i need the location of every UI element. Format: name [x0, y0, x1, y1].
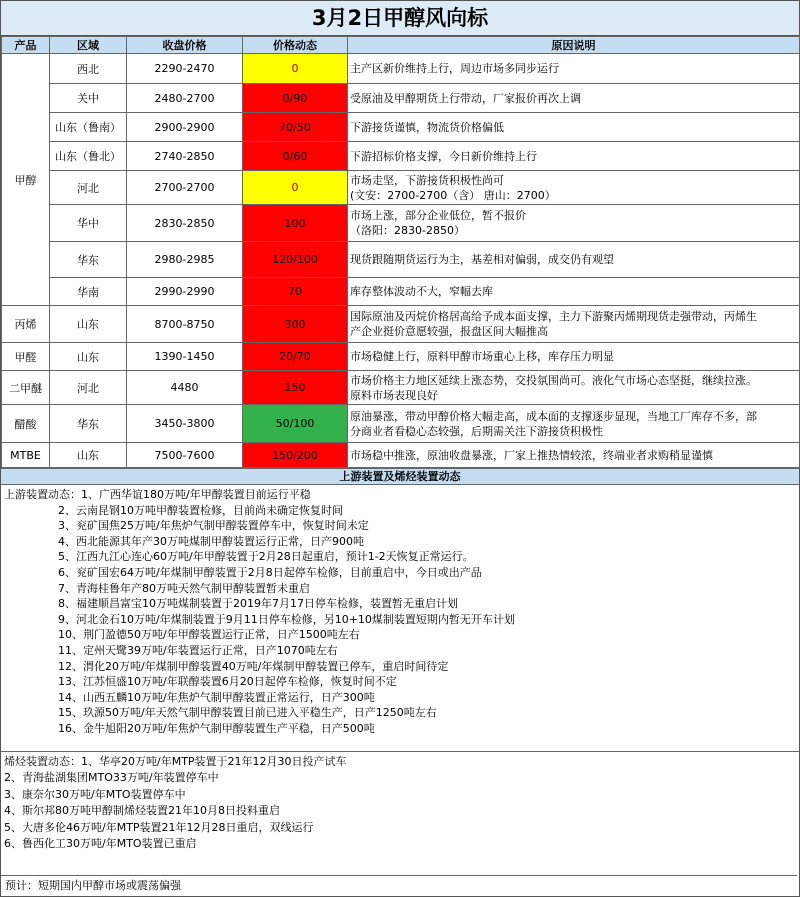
price-cell: 2990-2990	[127, 278, 243, 306]
dynamic-cell: 70	[243, 278, 348, 306]
section-title: 上游装置及烯烃装置动态	[1, 468, 799, 485]
list-item: 14、山西五麟10万吨/年焦炉气制甲醇装置正常运行，日产300吨	[58, 690, 375, 704]
product-cell: MTBE	[2, 443, 50, 468]
header-region: 区域	[50, 37, 127, 54]
list-item: 5、大唐多伦46万吨/年MTP装置21年12月28日重启，双线运行	[4, 820, 314, 834]
list-item: 6、鲁西化工30万吨/年MTO装置已重启	[4, 837, 197, 850]
product-cell: 醋酸	[2, 405, 50, 443]
dynamic-cell: 0/60	[243, 142, 348, 171]
region-cell: 西北	[50, 54, 127, 84]
list-item: 6、兖矿国宏64万吨/年煤制甲醇装置于2月8日起停车检修，目前重启中，今日或出产品	[58, 565, 482, 579]
price-cell: 3450-3800	[127, 405, 243, 443]
list-item: 上游装置动态：1、广西华谊180万吨/年甲醇装置目前运行平稳	[4, 488, 311, 501]
price-cell: 2830-2850	[127, 205, 243, 242]
header-product: 产品	[2, 37, 50, 54]
upstream-plant-list	[1, 485, 799, 751]
region-cell: 河北	[50, 171, 127, 205]
dynamic-cell: 20/70	[243, 343, 348, 371]
table-row	[2, 443, 800, 468]
product-cell: 丙烯	[2, 306, 50, 343]
dynamic-cell: 0/90	[243, 84, 348, 113]
region-cell: 山东	[50, 343, 127, 371]
list-item: 4、斯尔邦80万吨甲醇制烯烃装置21年10月8日投料重启	[4, 804, 280, 817]
region-cell: 关中	[50, 84, 127, 113]
list-item: 15、玖源50万吨/年天然气制甲醇装置目前已进入平稳生产，日产1250吨左右	[58, 706, 437, 720]
dynamic-cell: 70/50	[243, 113, 348, 142]
header-reason: 原因说明	[348, 37, 800, 54]
dynamic-cell: 100	[243, 205, 348, 242]
table-row	[2, 171, 800, 205]
reason-cell: 市场稳中推涨，原油收盘暴涨，厂家上推热情较浓，终端业者求购稍显谨慎	[348, 443, 800, 468]
reason-cell: 库存整体波动不大，窄幅去库	[348, 278, 800, 306]
region-cell: 华中	[50, 205, 127, 242]
product-cell: 甲醛	[2, 343, 50, 371]
product-cell: 甲醇	[2, 54, 50, 306]
list-item: 3、康奈尔30万吨/年MTO装置停车中	[4, 787, 186, 801]
list-item: 11、定州天鹭39万吨/年装置运行正常，日产1070吨左右	[58, 643, 338, 657]
table-row	[2, 54, 800, 84]
price-cell: 2900-2900	[127, 113, 243, 142]
table-row	[2, 242, 800, 278]
list-item: 烯烃装置动态：1、华亭20万吨/年MTP装置于21年12月30日投产试车	[4, 754, 347, 768]
price-cell: 2980-2985	[127, 242, 243, 278]
reason-cell: 市场上涨，部分企业低位，暂不报价 （洛阳：2830-2850）	[348, 205, 800, 242]
table-row	[2, 343, 800, 371]
table-row	[2, 205, 800, 242]
price-cell: 2290-2470	[127, 54, 243, 84]
dynamic-cell: 50/100	[243, 405, 348, 443]
region-cell: 华东	[50, 405, 127, 443]
dynamic-cell: 150	[243, 371, 348, 405]
list-item: 12、渭化20万吨/年煤制甲醇装置40万吨/年煤制甲醇装置已停车，重启时间待定	[58, 659, 449, 673]
price-cell: 8700-8750	[127, 306, 243, 343]
price-cell: 2700-2700	[127, 171, 243, 205]
list-item: 3、兖矿国焦25万吨/年焦炉气制甲醇装置停车中，恢复时间未定	[58, 519, 369, 533]
price-cell: 7500-7600	[127, 443, 243, 468]
list-item: 2、云南昆钢10万吨甲醇装置检修，目前尚未确定恢复时间	[58, 503, 343, 517]
table-row	[2, 371, 800, 405]
table-header-row	[2, 37, 800, 54]
region-cell: 山东	[50, 443, 127, 468]
table-row	[2, 405, 800, 443]
list-item: 5、江西九江心连心60万吨/年甲醇装置于2月28日起重启，预计1-2天恢复正常运行。	[58, 550, 474, 564]
list-item: 9、河北金石10万吨/年煤制装置于9月11日停车检修，另10+10煤制装置短期内暂无开车计划	[58, 612, 515, 626]
reason-cell: 市场走坚，下游接货积极性尚可 (文安：2700-2700（含） 唐山：2700）	[348, 171, 800, 205]
table-row	[2, 142, 800, 171]
header-price: 收盘价格	[127, 37, 243, 54]
report-title: 3月2日甲醇风向标	[1, 1, 799, 36]
price-table	[1, 36, 800, 468]
dynamic-cell: 150/200	[243, 443, 348, 468]
price-cell: 2480-2700	[127, 84, 243, 113]
reason-cell: 国际原油及丙烷价格居高给予成本面支撑，主力下游聚丙烯期现货走强带动，丙烯生 产企业挺价意愿较强，报盘区间大幅推高	[348, 306, 800, 343]
region-cell: 山东	[50, 306, 127, 343]
list-item: 4、西北能源其年产30万吨煤制甲醇装置运行正常，日产900吨	[58, 534, 364, 548]
dynamic-cell: 0	[243, 171, 348, 205]
list-item: 2、青海盐湖集团MTO33万吨/年装置停车中	[4, 771, 219, 784]
table-row	[2, 306, 800, 343]
reason-cell: 受原油及甲醇期货上行带动，厂家报价再次上调	[348, 84, 800, 113]
product-cell: 二甲醚	[2, 371, 50, 405]
region-cell: 华东	[50, 242, 127, 278]
reason-cell: 现货跟随期货运行为主，基差相对偏弱，成交仍有观望	[348, 242, 800, 278]
list-item: 8、福建顺昌富宝10万吨煤制装置于2019年7月17日停车检修，装置暂无重启计划	[58, 597, 458, 611]
region-cell: 山东（鲁南）	[50, 113, 127, 142]
dynamic-cell: 0	[243, 54, 348, 84]
list-item: 7、青海桂鲁年产80万吨天然气制甲醇装置暂未重启	[58, 581, 310, 595]
table-row	[2, 84, 800, 113]
table-row	[2, 278, 800, 306]
price-cell: 1390-1450	[127, 343, 243, 371]
reason-cell: 原油暴涨，带动甲醇价格大幅走高，成本面的支撑逐步显现，当地工厂库存不多，部 分商业者看稳心态较强，后期需关注下游接货积极性	[348, 405, 800, 443]
list-item: 16、金牛旭阳20万吨/年焦炉气制甲醇装置生产平稳，日产500吨	[58, 721, 375, 735]
forecast-text: 预计：短期国内甲醇市场或震荡偏强	[1, 875, 797, 896]
region-cell: 华南	[50, 278, 127, 306]
reason-cell: 下游招标价格支撑，今日新价维持上行	[348, 142, 800, 171]
header-dynamic: 价格动态	[243, 37, 348, 54]
upstream-label: 上游装置动态：	[4, 488, 81, 501]
price-cell: 2740-2850	[127, 142, 243, 171]
region-cell: 河北	[50, 371, 127, 405]
price-cell: 4480	[127, 371, 243, 405]
dynamic-cell: 120/100	[243, 242, 348, 278]
region-cell: 山东（鲁北）	[50, 142, 127, 171]
reason-cell: 主产区新价维持上行，周边市场多同步运行	[348, 54, 800, 84]
list-item: 13、江苏恒盛10万吨/年联醇装置6月20日起停车检修，恢复时间不定	[58, 675, 397, 689]
reason-cell: 市场价格主力地区延续上涨态势，交投氛围尚可。液化气市场心态坚挺，继续拉涨。 原料市场表现良好	[348, 371, 800, 405]
dynamic-cell: 300	[243, 306, 348, 343]
olefin-label: 烯烃装置动态：	[4, 754, 81, 768]
reason-cell: 下游接货谨慎，物流货价格偏低	[348, 113, 800, 142]
list-item: 10、荆门盈德50万吨/年甲醇装置运行正常，日产1500吨左右	[58, 628, 360, 642]
table-row	[2, 113, 800, 142]
reason-cell: 市场稳健上行，原料甲醇市场重心上移，库存压力明显	[348, 343, 800, 371]
olefin-plant-list	[1, 751, 799, 853]
